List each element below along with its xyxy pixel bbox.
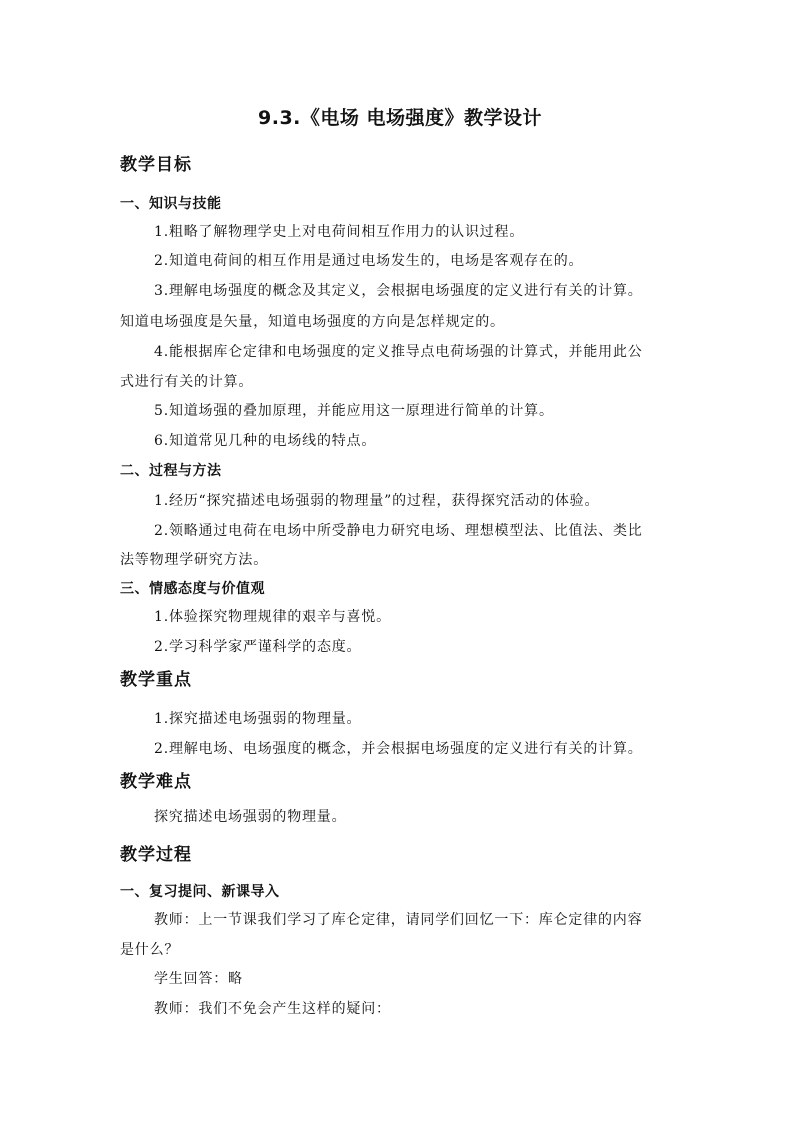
subheading-attitude-values: 三、情感态度与价值观 [120, 581, 265, 597]
process-text-2: 学生回答：略 [154, 971, 243, 987]
heading-teaching-process: 教学过程 [120, 845, 192, 865]
goal-item-2: 2.知道电荷间的相互作用是通过电场发生的，电场是客观存在的。 [154, 253, 584, 269]
attitude-item-1: 1.体验探究物理规律的艰辛与喜悦。 [154, 609, 391, 625]
goal-item-4-cont: 式进行有关的计算。 [120, 374, 254, 390]
heading-teaching-goals: 教学目标 [120, 155, 192, 175]
process-item-2: 2.领略通过电荷在电场中所受静电力研究电场、理想模型法、比值法、类比 [154, 523, 643, 539]
goal-item-4: 4.能根据库仑定律和电场强度的定义推导点电荷场强的计算式，并能用此公 [154, 344, 643, 360]
heading-key-points: 教学重点 [120, 670, 192, 690]
process-text-3: 教师：我们不免会产生这样的疑问： [154, 1001, 391, 1017]
process-text-1-cont: 是什么？ [120, 942, 180, 958]
goal-item-3: 3.理解电场强度的概念及其定义，会根据电场强度的定义进行有关的计算。 [154, 283, 643, 299]
goal-item-1: 1.粗略了解物理学史上对电荷间相互作用力的认识过程。 [154, 224, 525, 240]
heading-difficult-points: 教学难点 [120, 772, 192, 792]
goal-item-5: 5.知道场强的叠加原理，并能应用这一原理进行简单的计算。 [154, 403, 554, 419]
difficult-item-1: 探究描述电场强弱的物理量。 [154, 809, 347, 825]
goal-item-3-cont: 知道电场强度是矢量，知道电场强度的方向是怎样规定的。 [120, 314, 505, 330]
key-item-1: 1.探究描述电场强弱的物理量。 [154, 711, 362, 727]
process-item-2-cont: 法等物理学研究方法。 [120, 552, 268, 568]
attitude-item-2: 2.学习科学家严谨科学的态度。 [154, 639, 362, 655]
subheading-review-intro: 一、复习提问、新课导入 [120, 884, 280, 900]
subheading-process-methods: 二、过程与方法 [120, 463, 222, 479]
document-title: 9.3.《电场 电场强度》教学设计 [258, 107, 542, 129]
subheading-knowledge-skills: 一、知识与技能 [120, 196, 222, 212]
process-item-1: 1.经历“探究描述电场强弱的物理量”的过程，获得探究活动的体验。 [154, 493, 600, 509]
key-item-2: 2.理解电场、电场强度的概念，并会根据电场强度的定义进行有关的计算。 [154, 741, 643, 757]
goal-item-6: 6.知道常见几种的电场线的特点。 [154, 433, 377, 449]
process-text-1: 教师：上一节课我们学习了库仑定律，请同学们回忆一下：库仑定律的内容 [154, 912, 643, 928]
